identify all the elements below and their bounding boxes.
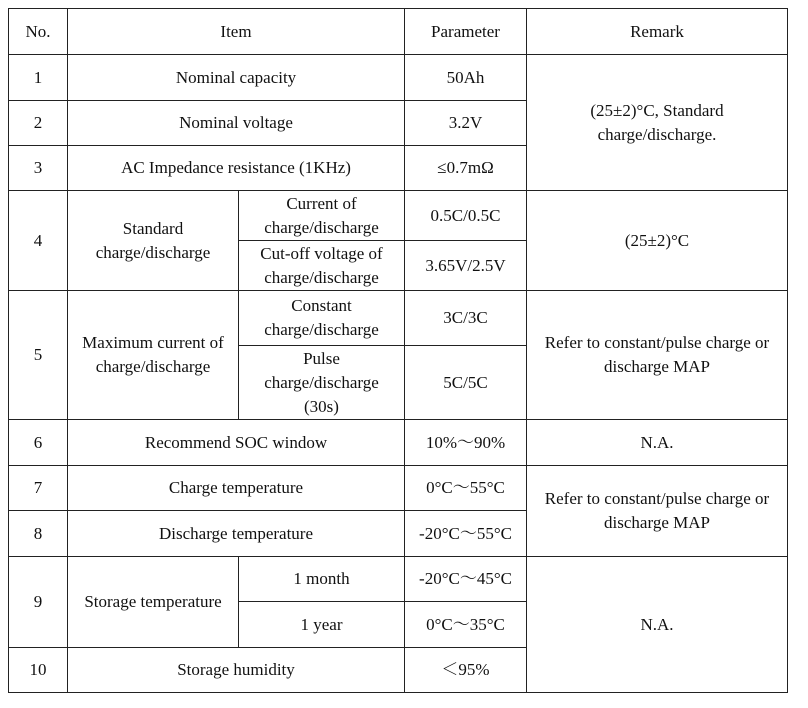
parameter-cell: ≤0.7mΩ (405, 146, 527, 191)
row-number: 9 (9, 557, 68, 648)
parameter-cell: ＜95% (405, 648, 527, 693)
remark-cell: Refer to constant/pulse charge or discharge MAP (527, 466, 788, 557)
remark-cell: (25±2)°C, Standard charge/discharge. (527, 55, 788, 191)
specification-table (8, 8, 788, 693)
parameter-cell: 3.65V/2.5V (405, 241, 527, 291)
parameter-cell: 50Ah (405, 55, 527, 101)
parameter-cell: -20°C～45°C (405, 557, 527, 602)
row-number: 6 (9, 420, 68, 466)
item-cell: Recommend SOC window (68, 420, 405, 466)
parameter-cell: 0°C～55°C (405, 466, 527, 511)
table-row (9, 291, 788, 346)
row-number: 8 (9, 511, 68, 557)
item-cell: Nominal capacity (68, 55, 405, 101)
item-cell: Maximum current of charge/discharge (68, 291, 239, 420)
parameter-cell: 0°C～35°C (405, 602, 527, 648)
row-number: 1 (9, 55, 68, 101)
row-number: 10 (9, 648, 68, 693)
table-row (9, 557, 788, 602)
header-no: No. (9, 9, 68, 55)
remark-cell: N.A. (527, 420, 788, 466)
item-cell: Storage humidity (68, 648, 405, 693)
row-number: 7 (9, 466, 68, 511)
parameter-cell: 0.5C/0.5C (405, 191, 527, 241)
row-number: 4 (9, 191, 68, 291)
remark-cell: (25±2)°C (527, 191, 788, 291)
table-row (9, 420, 788, 466)
parameter-cell: 3C/3C (405, 291, 527, 346)
remark-cell: Refer to constant/pulse charge or discharge MAP (527, 291, 788, 420)
subitem-cell: Pulse charge/discharge (30s) (239, 346, 405, 420)
header-item: Item (68, 9, 405, 55)
item-cell: Storage temperature (68, 557, 239, 648)
item-cell: AC Impedance resistance (1KHz) (68, 146, 405, 191)
table-header-row (9, 9, 788, 55)
parameter-cell: 10%～90% (405, 420, 527, 466)
table-row (9, 191, 788, 241)
item-cell: Discharge temperature (68, 511, 405, 557)
item-cell: Standard charge/discharge (68, 191, 239, 291)
remark-cell: N.A. (527, 557, 788, 693)
subitem-cell: Constant charge/discharge (239, 291, 405, 346)
header-remark: Remark (527, 9, 788, 55)
parameter-cell: 5C/5C (405, 346, 527, 420)
header-parameter: Parameter (405, 9, 527, 55)
table-row (9, 466, 788, 511)
row-number: 3 (9, 146, 68, 191)
parameter-cell: -20°C～55°C (405, 511, 527, 557)
subitem-cell: Current of charge/discharge (239, 191, 405, 241)
item-cell: Charge temperature (68, 466, 405, 511)
item-cell: Nominal voltage (68, 101, 405, 146)
row-number: 2 (9, 101, 68, 146)
row-number: 5 (9, 291, 68, 420)
subitem-cell: 1 year (239, 602, 405, 648)
parameter-cell: 3.2V (405, 101, 527, 146)
subitem-cell: Cut-off voltage of charge/discharge (239, 241, 405, 291)
table-row (9, 55, 788, 101)
subitem-cell: 1 month (239, 557, 405, 602)
